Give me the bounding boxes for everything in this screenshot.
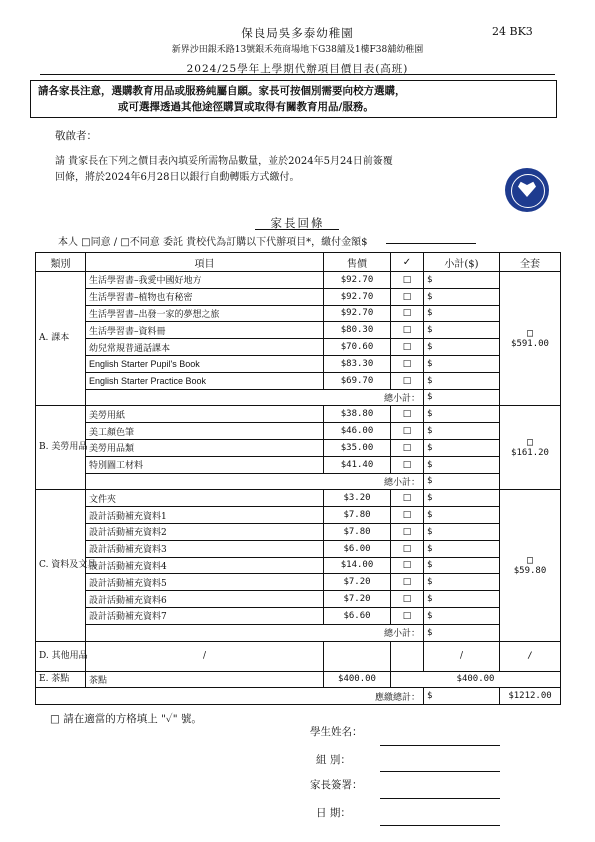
notice-line-2: 或可選擇透過其他途徑購買或取得有關教育用品/服務。	[118, 101, 374, 113]
item-name: 設計活動補充資料1	[86, 507, 324, 524]
table-row	[36, 305, 561, 322]
table-row	[36, 272, 561, 289]
group-subtotal-field[interactable]: $	[424, 624, 500, 641]
col-header-subtotal: 小計($)	[424, 253, 500, 272]
item-subtotal-field[interactable]: $	[424, 339, 500, 356]
table-row	[36, 490, 561, 507]
salutation: 敬啟者：	[55, 130, 97, 142]
item-price: $7.80	[324, 507, 391, 524]
item-name: 生活學習書–我愛中國好地方	[86, 272, 324, 289]
table-row	[36, 641, 561, 671]
item-subtotal-field[interactable]: $	[424, 607, 500, 624]
item-price: $80.30	[324, 322, 391, 339]
item-price: $7.20	[324, 591, 391, 608]
item-price: $38.80	[324, 406, 391, 423]
class-field[interactable]: 組 別：	[316, 754, 351, 766]
item-price: $400.00	[324, 671, 391, 688]
item-checkbox[interactable]	[391, 641, 424, 671]
school-address: 新界沙田銀禾路13號銀禾苑商場地下G38舖及1樓F38舖幼稚園	[171, 45, 424, 55]
item-subtotal-field[interactable]: $	[424, 439, 500, 456]
item-subtotal-field[interactable]: $	[424, 557, 500, 574]
item-price: $83.30	[324, 355, 391, 372]
grand-total-label: 應繳總計：	[36, 688, 424, 705]
school-logo-seal	[505, 168, 549, 212]
item-name: 美工顏色筆	[86, 423, 324, 440]
item-name: 幼兒常規普通話課本	[86, 339, 324, 356]
full-set-checkbox[interactable]: □	[526, 328, 534, 340]
item-name: 生活學習書–植物也有秘密	[86, 288, 324, 305]
item-name: 生活學習書–資料冊	[86, 322, 324, 339]
item-checkbox[interactable]: □	[391, 288, 424, 305]
item-checkbox[interactable]: □	[391, 507, 424, 524]
item-name: 文件夾	[86, 490, 324, 507]
table-row	[36, 406, 561, 423]
item-price: $7.80	[324, 523, 391, 540]
item-price: $70.60	[324, 339, 391, 356]
subtotal-row	[36, 624, 561, 641]
full-set-price: $161.20	[511, 448, 549, 459]
item-name: 美勞用紙	[86, 406, 324, 423]
item-name: English Starter Pupil's Book	[86, 355, 324, 372]
item-checkbox[interactable]: □	[391, 372, 424, 389]
subtotal-label: 總小計：	[86, 389, 424, 406]
item-price: $46.00	[324, 423, 391, 440]
item-checkbox[interactable]: □	[391, 339, 424, 356]
item-subtotal-field[interactable]: $	[424, 574, 500, 591]
full-set-cell[interactable]	[500, 490, 561, 641]
item-checkbox[interactable]: □	[391, 591, 424, 608]
item-price: $6.60	[324, 607, 391, 624]
full-set-price: $591.00	[511, 339, 549, 350]
item-name: 設計活動補充資料4	[86, 557, 324, 574]
item-name: 設計活動補充資料2	[86, 523, 324, 540]
item-checkbox[interactable]: □	[391, 355, 424, 372]
table-row	[36, 671, 561, 688]
item-subtotal-field[interactable]: $	[424, 490, 500, 507]
page-title: 2024/25學年上學期代辦項目價目表(高班)	[186, 63, 409, 75]
item-name: 生活學習書–出發一家的夢想之旅	[86, 305, 324, 322]
item-name: English Starter Practice Book	[86, 372, 324, 389]
item-name: 美勞用品類	[86, 439, 324, 456]
item-subtotal-field[interactable]: $	[424, 523, 500, 540]
item-checkbox[interactable]: □	[391, 322, 424, 339]
item-subtotal-field[interactable]: $	[424, 372, 500, 389]
student-name-line[interactable]	[380, 745, 500, 746]
item-checkbox[interactable]: □	[391, 406, 424, 423]
item-checkbox[interactable]: □	[391, 557, 424, 574]
category-cell: C. 資料及文具	[36, 490, 86, 641]
item-checkbox[interactable]: □	[391, 272, 424, 289]
table-row	[36, 557, 561, 574]
table-row	[36, 591, 561, 608]
table-row	[36, 523, 561, 540]
reply-title-underline	[255, 229, 339, 230]
col-header-full-set: 全套	[500, 253, 561, 272]
item-checkbox[interactable]: □	[391, 305, 424, 322]
item-checkbox[interactable]: □	[391, 456, 424, 473]
group-subtotal-field[interactable]: $	[424, 473, 500, 490]
col-header-item: 項目	[86, 253, 324, 272]
item-checkbox[interactable]: □	[391, 607, 424, 624]
full-set-cell: /	[500, 641, 561, 671]
table-row	[36, 288, 561, 305]
table-row	[36, 372, 561, 389]
item-checkbox[interactable]: □	[391, 439, 424, 456]
category-cell: A. 課本	[36, 272, 86, 406]
item-checkbox[interactable]: □	[391, 540, 424, 557]
tick-marker: □	[50, 713, 64, 725]
letter-paragraph-1: 請 貴家長在下列之價目表內填妥所需物品數量，並於2024年5月24日前簽覆	[55, 156, 393, 167]
subtotal-label: 總小計：	[86, 624, 424, 641]
col-header-check: ✓	[391, 253, 424, 272]
item-name: 設計活動補充資料6	[86, 591, 324, 608]
item-price: $35.00	[324, 439, 391, 456]
item-name: 設計活動補充資料7	[86, 607, 324, 624]
item-name: 設計活動補充資料5	[86, 574, 324, 591]
item-subtotal-field[interactable]: $	[424, 272, 500, 289]
letter-paragraph-2: 回條，將於2024年6月28日以銀行自動轉賬方式繳付。	[55, 172, 300, 183]
subtotal-row	[36, 473, 561, 490]
subtotal-row	[36, 389, 561, 406]
full-set-price: $400.00	[391, 671, 561, 688]
item-price: $92.70	[324, 288, 391, 305]
col-header-category: 類別	[36, 253, 86, 272]
item-subtotal-field[interactable]: $	[424, 591, 500, 608]
item-subtotal-field[interactable]: $	[424, 406, 500, 423]
item-name: 茶點	[86, 671, 324, 688]
item-subtotal-field[interactable]: $	[424, 507, 500, 524]
table-row	[36, 423, 561, 440]
tick-instruction: □ 請在適當的方格填上 "✓" 號。	[50, 713, 202, 725]
full-set-checkbox[interactable]: □	[526, 437, 534, 449]
grand-total-row	[36, 688, 561, 705]
table-row	[36, 507, 561, 524]
document-code: 24 BK3	[492, 25, 533, 38]
title-underline	[40, 74, 555, 75]
item-checkbox[interactable]: □	[391, 423, 424, 440]
item-price: $41.40	[324, 456, 391, 473]
grand-total-value: $1212.00	[500, 688, 561, 705]
amount-blank-line	[386, 243, 476, 244]
table-row	[36, 574, 561, 591]
item-price: $92.70	[324, 305, 391, 322]
item-price: $3.20	[324, 490, 391, 507]
item-subtotal-field[interactable]: $	[424, 456, 500, 473]
item-subtotal-field[interactable]: $	[424, 322, 500, 339]
full-set-checkbox[interactable]: □	[526, 554, 534, 566]
category-cell: D. 其他用品	[36, 641, 86, 671]
col-header-price: 售價	[324, 253, 391, 272]
item-price: $69.70	[324, 372, 391, 389]
class-line[interactable]	[380, 771, 500, 772]
item-name: 特別圖工材料	[86, 456, 324, 473]
grand-subtotal-field[interactable]: $	[424, 688, 500, 705]
parent-signature-line[interactable]	[380, 798, 500, 799]
item-price: $6.00	[324, 540, 391, 557]
consent-statement: 本人 □同意 / □不同意 委託 貴校代為訂購以下代辦項目*，繳付金額$	[58, 237, 368, 248]
item-checkbox[interactable]: □	[391, 490, 424, 507]
item-subtotal-field[interactable]: $	[424, 540, 500, 557]
item-subtotal-field[interactable]: $	[424, 288, 500, 305]
item-subtotal-field[interactable]: $	[424, 423, 500, 440]
item-price: $7.20	[324, 574, 391, 591]
item-checkbox[interactable]: □	[391, 523, 424, 540]
table-row	[36, 439, 561, 456]
table-row	[36, 540, 561, 557]
item-price: $92.70	[324, 272, 391, 289]
table-header-row	[36, 253, 561, 272]
item-price: $14.00	[324, 557, 391, 574]
category-cell: B. 美勞用品	[36, 406, 86, 490]
category-cell: E. 茶點	[36, 671, 86, 688]
student-name-field[interactable]: 學生姓名：	[310, 726, 363, 738]
table-row	[36, 339, 561, 356]
full-set-cell[interactable]	[500, 272, 561, 406]
item-subtotal-field[interactable]: $	[424, 355, 500, 372]
price-table	[35, 252, 561, 705]
item-subtotal-field[interactable]: $	[424, 305, 500, 322]
table-row	[36, 355, 561, 372]
subtotal-label: 總小計：	[86, 473, 424, 490]
item-name: /	[86, 641, 324, 671]
item-subtotal-field: /	[424, 641, 500, 671]
table-row	[36, 322, 561, 339]
full-set-price: $59.80	[513, 565, 547, 576]
item-checkbox[interactable]: □	[391, 574, 424, 591]
group-subtotal-field[interactable]: $	[424, 389, 500, 406]
reply-slip-title: 家長回條	[270, 216, 325, 230]
item-price	[324, 641, 391, 671]
parent-signature-field[interactable]: 家長簽署：	[310, 779, 363, 791]
date-field[interactable]: 日 期：	[316, 807, 351, 819]
full-set-cell[interactable]	[500, 406, 561, 490]
item-name: 設計活動補充資料3	[86, 540, 324, 557]
school-name: 保良局吳多泰幼稚園	[241, 26, 354, 40]
table-row	[36, 456, 561, 473]
notice-line-1: 請各家長注意，選購教育用品或服務純屬自願。家長可按個別需要向校方選購，	[38, 85, 406, 97]
table-row	[36, 607, 561, 624]
date-line[interactable]	[380, 825, 500, 826]
